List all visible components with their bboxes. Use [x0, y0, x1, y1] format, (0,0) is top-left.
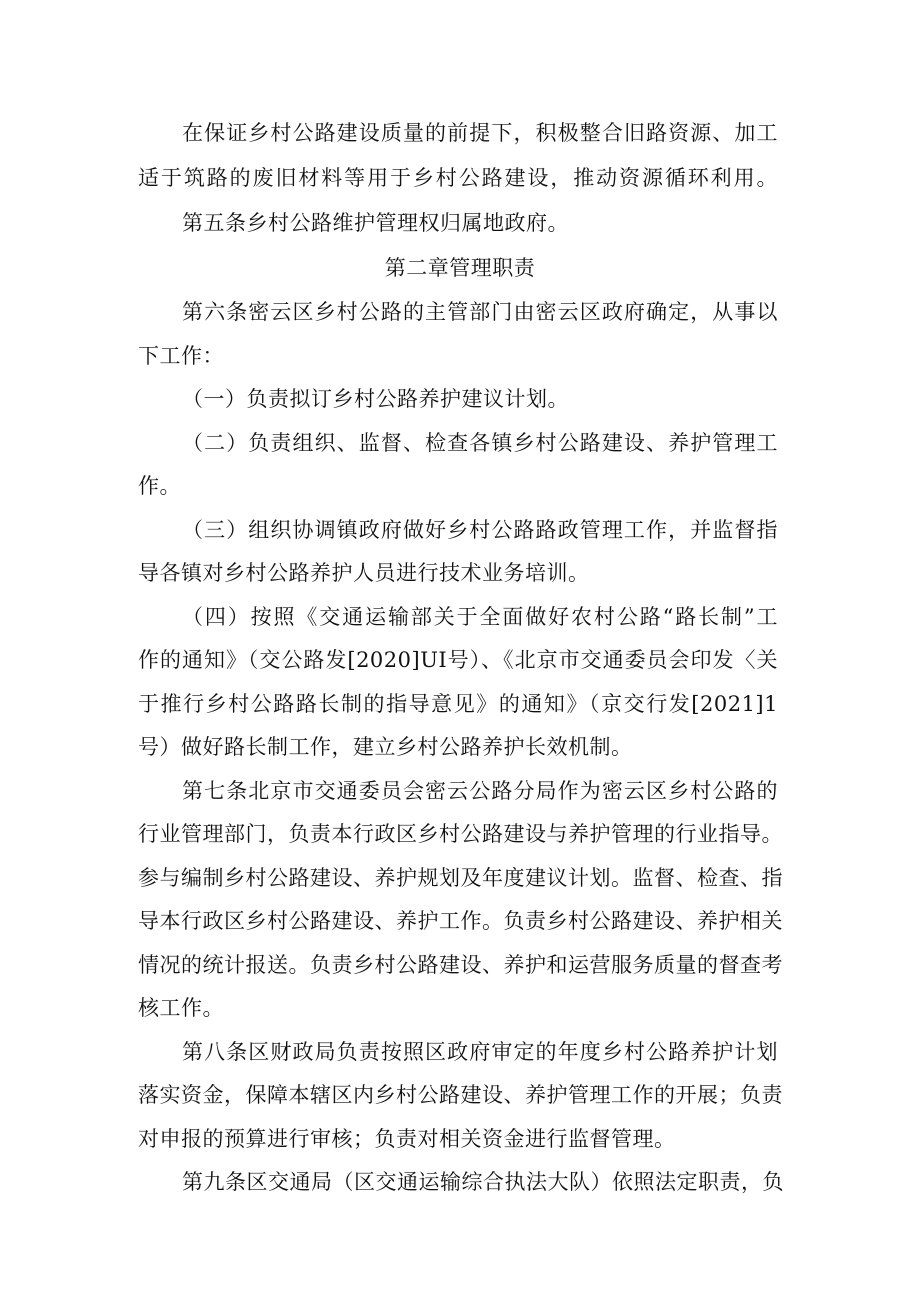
- paragraph-line: 第九条区交通局（区交通运输综合执法大队）依照法定职责，负: [182, 1170, 784, 1194]
- paragraph-line: 核工作。: [138, 996, 224, 1020]
- paragraph-line: 参与编制乡村公路建设、养护规划及年度建议计划。监督、检查、指: [138, 866, 783, 890]
- paragraph-line: 导本行政区乡村公路建设、养护工作。负责乡村公路建设、养护相关: [138, 909, 783, 933]
- paragraph-line: 第八条区财政局负责按照区政府审定的年度乡村公路养护计划: [182, 1040, 778, 1064]
- paragraph-line: 在保证乡村公路建设质量的前提下，积极整合旧路资源、加工: [182, 121, 778, 145]
- paragraph-line: 情况的统计报送。负责乡村公路建设、养护和运营服务质量的督查考: [138, 953, 783, 977]
- paragraph-line: 作的通知》（交公路发[2020]UI号）、《北京市交通委员会印发〈关: [138, 648, 778, 672]
- paragraph-line: 行业管理部门，负责本行政区乡村公路建设与养护管理的行业指导。: [138, 822, 783, 846]
- paragraph-line: 作。: [138, 474, 181, 498]
- paragraph-line: 落实资金，保障本辖区内乡村公路建设、养护管理工作的开展；负责: [138, 1083, 783, 1107]
- paragraph-line: 适于筑路的废旧材料等用于乡村公路建设，推动资源循环利用。: [138, 166, 778, 190]
- paragraph-line: 第七条北京市交通委员会密云公路分局作为密云区乡村公路的: [182, 779, 778, 803]
- paragraph-line: 第六条密云区乡村公路的主管部门由密云区政府确定，从事以: [182, 300, 778, 324]
- paragraph-line: 于推行乡村公路路长制的指导意见》的通知》（京交行发[2021]1: [138, 692, 778, 716]
- list-item-2: （二）负责组织、监督、检查各镇乡村公路建设、养护管理工: [182, 431, 778, 455]
- list-item-1: （一）负责拟订乡村公路养护建议计划。: [182, 387, 569, 411]
- paragraph-line: 号）做好路长制工作，建立乡村公路养护长效机制。: [138, 735, 633, 759]
- paragraph-line: 对申报的预算进行审核；负责对相关资金进行监督管理。: [138, 1127, 676, 1151]
- paragraph-line: 第五条乡村公路维护管理权归属地政府。: [182, 211, 569, 235]
- list-item-4: （四）按照《交通运输部关于全面做好农村公路“路长制”工: [182, 605, 778, 629]
- chapter-heading: 第二章管理职责: [384, 256, 536, 280]
- paragraph-line: 导各镇对乡村公路养护人员进行技术业务培训。: [138, 561, 590, 585]
- list-item-3: （三）组织协调镇政府做好乡村公路路政管理工作，并监督指: [182, 518, 778, 542]
- paragraph-line: 下工作：: [138, 344, 224, 368]
